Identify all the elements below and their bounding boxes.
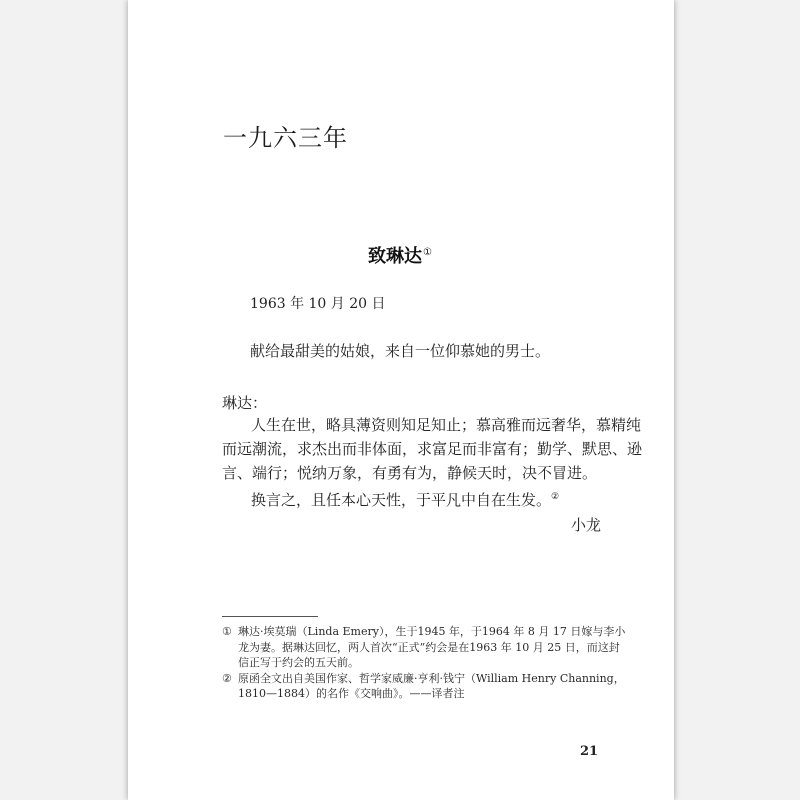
- footnote-1-line-3: [222, 655, 612, 671]
- footnote-ref-2: ②: [551, 492, 560, 502]
- footnote-1-line-2: [222, 640, 620, 656]
- signature: 小龙: [571, 516, 602, 534]
- footnote-2-line-1: [222, 671, 625, 687]
- salutation: 琳达：: [222, 394, 268, 412]
- footnote-1-text-1: 琳达·埃莫瑞（Linda Emery），生于1945 年，于1964 年 8 月 17 日嫁与李小: [238, 625, 626, 638]
- book-page: [128, 0, 674, 800]
- body-line-3: 言、端行；悦纳万象，有勇有为，静候天时，决不冒进。: [222, 464, 598, 482]
- chapter-title: 一九六三年: [223, 124, 348, 152]
- footnote-1-line-1: [222, 624, 626, 640]
- footnote-1-text-3: 信正写于约会的五天前。: [238, 656, 359, 669]
- body-line-1: 人生在世，略具薄资则知足知止；慕高雅而远奢华，慕精纯: [251, 416, 642, 434]
- letter-body: [222, 413, 643, 512]
- body-line-4: 换言之，且任本心天性，于平凡中自在生发。: [251, 491, 552, 509]
- footnotes: [222, 624, 626, 702]
- body-line-4-wrap: [222, 485, 594, 512]
- footnote-1-mark: ①: [222, 625, 232, 638]
- letter-date: 1963 年 10 月 20 日: [250, 296, 386, 312]
- footnote-2-text-2: 1810—1884）的名作《交响曲》。——译者注: [238, 687, 465, 700]
- footnote-ref-1: ①: [423, 247, 432, 258]
- footnote-divider: [222, 616, 318, 617]
- page-number: 21: [580, 744, 599, 759]
- footnote-1-text-2: 龙为妻。据琳达回忆，两人首次“正式”约会是在1963 年 10 月 25 日，而这封: [238, 640, 620, 654]
- letter-title: [368, 242, 432, 268]
- body-line-2: 而远潮流，求杰出而非体面，求富足而非富有；勤学、默思、逊: [222, 440, 643, 458]
- footnote-2-line-2: [222, 686, 612, 702]
- footnote-2-mark: ②: [222, 671, 232, 685]
- letter-title-text: 致琳达: [368, 246, 422, 267]
- footnote-2-text-1: 原函全文出自美国作家、哲学家威廉·亨利·钱宁（William Henry Channing，: [238, 671, 625, 685]
- dedication-line: 献给最甜美的姑娘，来自一位仰慕她的男士。: [250, 342, 551, 360]
